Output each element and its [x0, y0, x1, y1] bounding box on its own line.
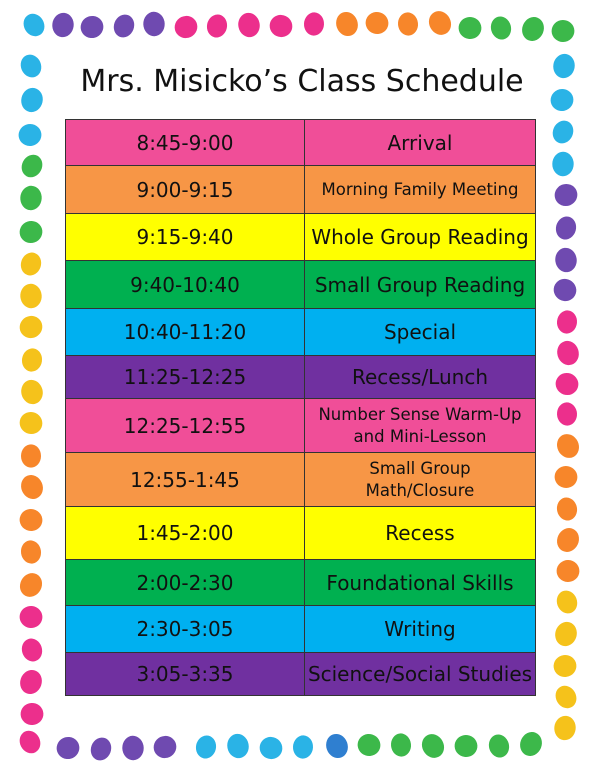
- polka-dot: [21, 444, 41, 467]
- schedule-row: [66, 309, 536, 356]
- polka-dot: [122, 735, 144, 760]
- polka-dot: [78, 13, 106, 40]
- polka-dot: [552, 619, 579, 648]
- polka-dot: [19, 605, 44, 629]
- polka-dot: [225, 732, 251, 760]
- schedule-row: [66, 356, 536, 399]
- polka-dot: [16, 569, 46, 601]
- polka-dot: [425, 7, 456, 39]
- polka-dot: [143, 11, 165, 36]
- polka-dot: [18, 250, 44, 278]
- polka-dot: [205, 13, 229, 40]
- polka-dot: [20, 347, 43, 373]
- activity-cell: Morning Family Meeting: [305, 166, 536, 214]
- polka-dot: [397, 11, 419, 36]
- time-cell: 2:30-3:05: [66, 606, 305, 653]
- polka-dot: [556, 309, 578, 334]
- polka-dot: [19, 636, 45, 664]
- polka-dot: [551, 181, 580, 210]
- activity-cell: Number Sense Warm-Up and Mini-Lesson: [305, 399, 536, 453]
- time-cell: 12:25-12:55: [66, 399, 305, 453]
- time-cell: 12:55-1:45: [66, 453, 305, 507]
- polka-dot: [552, 654, 577, 679]
- schedule-row: [66, 453, 536, 507]
- polka-dot: [555, 496, 579, 523]
- time-cell: 2:00-2:30: [66, 560, 305, 606]
- polka-dot: [16, 312, 46, 342]
- polka-dot: [553, 715, 577, 742]
- polka-dot: [16, 727, 44, 757]
- polka-dot: [363, 9, 391, 37]
- activity-cell: Arrival: [305, 120, 536, 166]
- time-cell: 1:45-2:00: [66, 507, 305, 560]
- schedule-row: [66, 560, 536, 606]
- schedule-row: [66, 507, 536, 560]
- polka-dot: [556, 402, 577, 426]
- polka-dot: [111, 12, 138, 41]
- polka-dot: [554, 246, 579, 273]
- polka-dot: [390, 732, 412, 757]
- time-cell: 3:05-3:35: [66, 653, 305, 696]
- polka-dot: [17, 507, 44, 534]
- polka-dot: [553, 524, 583, 555]
- polka-dot: [54, 734, 82, 761]
- polka-dot: [554, 338, 582, 368]
- activity-cell: Small Group Reading: [305, 261, 536, 309]
- activity-cell: Foundational Skills: [305, 560, 536, 606]
- activity-cell: Science/Social Studies: [305, 653, 536, 696]
- polka-dot: [553, 430, 583, 461]
- polka-dot: [19, 539, 42, 565]
- activity-cell: Recess/Lunch: [305, 356, 536, 399]
- polka-dot: [553, 214, 578, 242]
- schedule-table: [65, 119, 536, 696]
- polka-dot: [552, 682, 581, 712]
- polka-dot: [323, 731, 351, 761]
- schedule-row: [66, 214, 536, 261]
- polka-dot: [554, 588, 581, 617]
- time-cell: 9:15-9:40: [66, 214, 305, 261]
- polka-dot: [18, 151, 46, 181]
- polka-dot: [355, 731, 383, 759]
- polka-dot: [194, 734, 218, 761]
- polka-dot: [486, 732, 511, 760]
- time-cell: 9:40-10:40: [66, 261, 305, 309]
- polka-dot: [51, 12, 75, 39]
- page-title: Mrs. Misicko’s Class Schedule: [80, 64, 524, 99]
- activity-cell: Writing: [305, 606, 536, 653]
- polka-dot: [19, 185, 42, 211]
- polka-dot: [519, 14, 548, 45]
- polka-dot: [292, 735, 313, 759]
- polka-dot: [550, 275, 581, 305]
- polka-dot: [303, 12, 324, 36]
- polka-dot: [150, 732, 180, 762]
- polka-dot: [19, 283, 42, 309]
- time-cell: 8:45-9:00: [66, 120, 305, 166]
- schedule-row: [66, 166, 536, 214]
- activity-cell: Whole Group Reading: [305, 214, 536, 261]
- polka-dot: [453, 734, 479, 759]
- polka-dot: [20, 702, 44, 726]
- polka-dot: [266, 11, 296, 41]
- polka-dot: [517, 729, 546, 760]
- time-cell: 11:25-12:25: [66, 356, 305, 399]
- polka-dot: [17, 472, 46, 503]
- polka-dot: [236, 11, 262, 39]
- polka-dot: [551, 20, 574, 42]
- polka-dot: [19, 378, 46, 407]
- polka-dot: [457, 16, 483, 41]
- activity-cell: Recess: [305, 507, 536, 560]
- activity-cell: Small Group Math/Closure: [305, 453, 536, 507]
- polka-dot: [16, 408, 46, 437]
- time-cell: 10:40-11:20: [66, 309, 305, 356]
- polka-dot: [488, 14, 513, 42]
- schedule-row: [66, 653, 536, 696]
- time-cell: 9:00-9:15: [66, 166, 305, 214]
- schedule-row: [66, 399, 536, 453]
- schedule-row: [66, 261, 536, 309]
- polka-dot: [553, 464, 580, 490]
- polka-dot: [418, 730, 449, 762]
- activity-cell: Special: [305, 309, 536, 356]
- schedule-row: [66, 606, 536, 653]
- schedule-row: [66, 120, 536, 166]
- polka-dot: [553, 370, 582, 398]
- polka-dot: [556, 560, 580, 583]
- polka-dot: [171, 12, 201, 42]
- polka-dot: [333, 9, 361, 39]
- polka-dot: [552, 152, 574, 177]
- polka-dot: [17, 667, 45, 697]
- polka-dot: [549, 117, 577, 146]
- polka-dot: [256, 733, 286, 763]
- polka-dot: [17, 218, 46, 246]
- polka-dot: [20, 10, 49, 40]
- polka-dot: [88, 735, 115, 764]
- polka-dot: [17, 122, 43, 148]
